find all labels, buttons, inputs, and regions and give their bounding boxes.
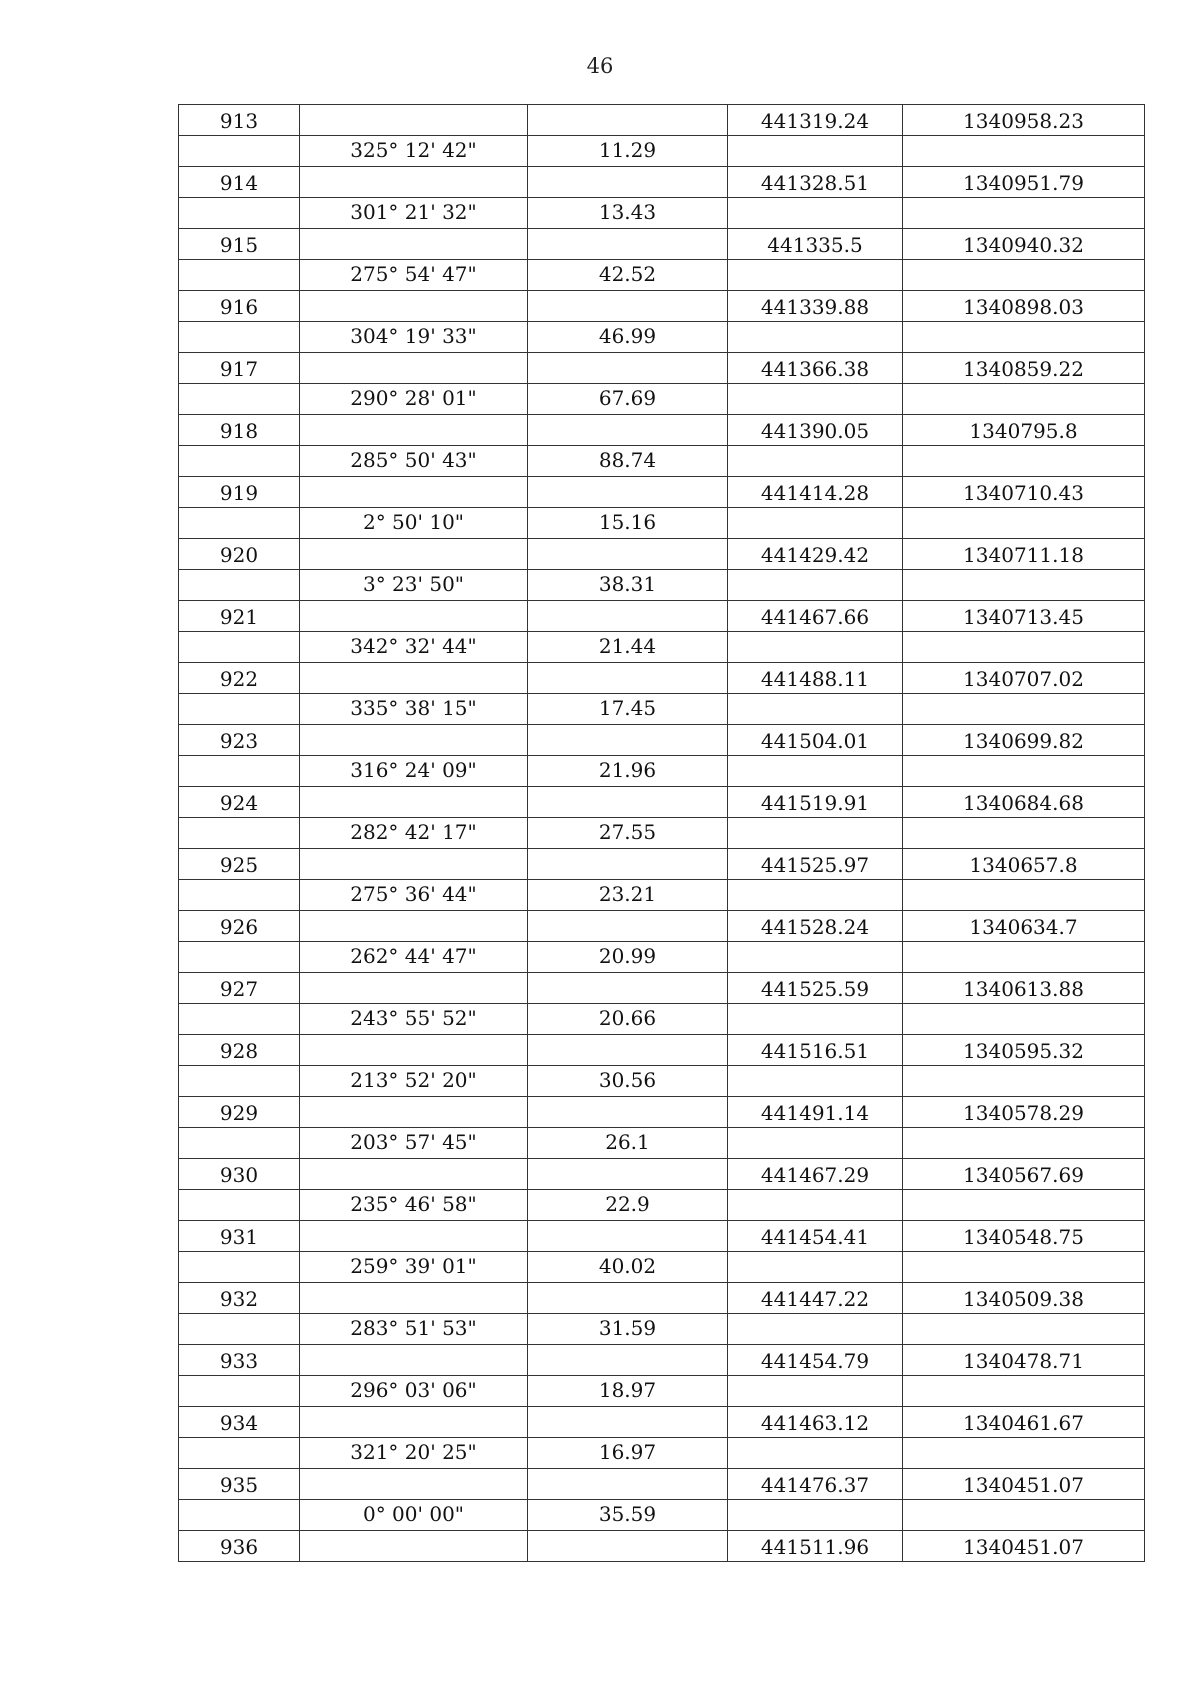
- distance-cell: 15.16: [528, 508, 728, 539]
- point-id-cell: [179, 136, 300, 167]
- y-coordinate-cell: 1340634.7: [903, 911, 1145, 942]
- x-coordinate-cell: 441467.29: [728, 1159, 903, 1190]
- distance-cell: 26.1: [528, 1128, 728, 1159]
- bearing-cell: 335° 38' 15": [300, 694, 528, 725]
- x-coordinate-cell: 441454.79: [728, 1345, 903, 1376]
- point-id-cell: [179, 1190, 300, 1221]
- point-id-cell: [179, 1004, 300, 1035]
- y-coordinate-cell: [903, 694, 1145, 725]
- y-coordinate-cell: [903, 1004, 1145, 1035]
- point-id-cell: 920: [179, 539, 300, 570]
- point-row: [179, 1345, 1145, 1376]
- point-row: [179, 787, 1145, 818]
- point-row: [179, 291, 1145, 322]
- segment-row: [179, 1438, 1145, 1469]
- x-coordinate-cell: [728, 1004, 903, 1035]
- point-row: [179, 1469, 1145, 1500]
- point-row: [179, 849, 1145, 880]
- segment-row: [179, 632, 1145, 663]
- y-coordinate-cell: 1340509.38: [903, 1283, 1145, 1314]
- point-id-cell: [179, 1314, 300, 1345]
- point-id-cell: [179, 1252, 300, 1283]
- bearing-cell: 259° 39' 01": [300, 1252, 528, 1283]
- point-id-cell: [179, 818, 300, 849]
- point-row: [179, 725, 1145, 756]
- x-coordinate-cell: 441429.42: [728, 539, 903, 570]
- distance-cell: [528, 663, 728, 694]
- x-coordinate-cell: 441463.12: [728, 1407, 903, 1438]
- bearing-cell: [300, 1345, 528, 1376]
- point-row: [179, 1159, 1145, 1190]
- point-id-cell: 929: [179, 1097, 300, 1128]
- segment-row: [179, 260, 1145, 291]
- point-id-cell: [179, 570, 300, 601]
- y-coordinate-cell: 1340595.32: [903, 1035, 1145, 1066]
- point-id-cell: [179, 756, 300, 787]
- bearing-cell: 342° 32' 44": [300, 632, 528, 663]
- point-id-cell: [179, 1066, 300, 1097]
- segment-row: [179, 1314, 1145, 1345]
- y-coordinate-cell: 1340713.45: [903, 601, 1145, 632]
- point-row: [179, 1035, 1145, 1066]
- x-coordinate-cell: [728, 880, 903, 911]
- segment-row: [179, 508, 1145, 539]
- x-coordinate-cell: 441488.11: [728, 663, 903, 694]
- distance-cell: [528, 1221, 728, 1252]
- point-id-cell: 913: [179, 105, 300, 136]
- point-id-cell: 924: [179, 787, 300, 818]
- y-coordinate-cell: [903, 1438, 1145, 1469]
- x-coordinate-cell: 441366.38: [728, 353, 903, 384]
- segment-row: [179, 446, 1145, 477]
- distance-cell: [528, 601, 728, 632]
- point-id-cell: [179, 508, 300, 539]
- x-coordinate-cell: [728, 446, 903, 477]
- point-row: [179, 167, 1145, 198]
- distance-cell: [528, 787, 728, 818]
- x-coordinate-cell: 441319.24: [728, 105, 903, 136]
- x-coordinate-cell: 441335.5: [728, 229, 903, 260]
- page-number: 46: [586, 54, 614, 78]
- y-coordinate-cell: [903, 508, 1145, 539]
- distance-cell: [528, 477, 728, 508]
- segment-row: [179, 136, 1145, 167]
- bearing-cell: [300, 601, 528, 632]
- bearing-cell: 282° 42' 17": [300, 818, 528, 849]
- x-coordinate-cell: [728, 136, 903, 167]
- point-id-cell: [179, 942, 300, 973]
- distance-cell: [528, 1469, 728, 1500]
- coordinate-table-body: [179, 105, 1145, 1562]
- segment-row: [179, 384, 1145, 415]
- point-row: [179, 353, 1145, 384]
- y-coordinate-cell: 1340707.02: [903, 663, 1145, 694]
- y-coordinate-cell: 1340461.67: [903, 1407, 1145, 1438]
- distance-cell: 42.52: [528, 260, 728, 291]
- point-id-cell: [179, 384, 300, 415]
- point-row: [179, 911, 1145, 942]
- distance-cell: [528, 1407, 728, 1438]
- bearing-cell: [300, 973, 528, 1004]
- y-coordinate-cell: 1340859.22: [903, 353, 1145, 384]
- distance-cell: [528, 167, 728, 198]
- distance-cell: [528, 415, 728, 446]
- point-row: [179, 477, 1145, 508]
- bearing-cell: [300, 167, 528, 198]
- point-id-cell: 931: [179, 1221, 300, 1252]
- point-id-cell: [179, 1376, 300, 1407]
- distance-cell: 23.21: [528, 880, 728, 911]
- bearing-cell: [300, 1221, 528, 1252]
- x-coordinate-cell: [728, 1190, 903, 1221]
- distance-cell: 21.44: [528, 632, 728, 663]
- point-id-cell: [179, 260, 300, 291]
- y-coordinate-cell: 1340898.03: [903, 291, 1145, 322]
- y-coordinate-cell: [903, 570, 1145, 601]
- point-id-cell: 922: [179, 663, 300, 694]
- y-coordinate-cell: [903, 1314, 1145, 1345]
- point-id-cell: 928: [179, 1035, 300, 1066]
- distance-cell: 21.96: [528, 756, 728, 787]
- point-id-cell: 936: [179, 1531, 300, 1562]
- bearing-cell: [300, 105, 528, 136]
- x-coordinate-cell: 441328.51: [728, 167, 903, 198]
- x-coordinate-cell: 441528.24: [728, 911, 903, 942]
- x-coordinate-cell: 441519.91: [728, 787, 903, 818]
- y-coordinate-cell: 1340451.07: [903, 1531, 1145, 1562]
- segment-row: [179, 1004, 1145, 1035]
- y-coordinate-cell: 1340478.71: [903, 1345, 1145, 1376]
- distance-cell: [528, 539, 728, 570]
- segment-row: [179, 1500, 1145, 1531]
- x-coordinate-cell: [728, 384, 903, 415]
- point-row: [179, 105, 1145, 136]
- x-coordinate-cell: 441491.14: [728, 1097, 903, 1128]
- bearing-cell: [300, 911, 528, 942]
- y-coordinate-cell: [903, 1376, 1145, 1407]
- segment-row: [179, 322, 1145, 353]
- distance-cell: 20.66: [528, 1004, 728, 1035]
- coordinate-table: [178, 104, 1145, 1562]
- y-coordinate-cell: [903, 942, 1145, 973]
- bearing-cell: 2° 50' 10": [300, 508, 528, 539]
- segment-row: [179, 818, 1145, 849]
- distance-cell: [528, 1345, 728, 1376]
- distance-cell: 46.99: [528, 322, 728, 353]
- bearing-cell: [300, 725, 528, 756]
- y-coordinate-cell: 1340451.07: [903, 1469, 1145, 1500]
- distance-cell: [528, 1283, 728, 1314]
- distance-cell: [528, 353, 728, 384]
- y-coordinate-cell: [903, 198, 1145, 229]
- point-id-cell: 923: [179, 725, 300, 756]
- segment-row: [179, 880, 1145, 911]
- x-coordinate-cell: [728, 322, 903, 353]
- x-coordinate-cell: 441525.59: [728, 973, 903, 1004]
- x-coordinate-cell: 441339.88: [728, 291, 903, 322]
- bearing-cell: [300, 1469, 528, 1500]
- distance-cell: 18.97: [528, 1376, 728, 1407]
- bearing-cell: [300, 663, 528, 694]
- segment-row: [179, 1190, 1145, 1221]
- segment-row: [179, 198, 1145, 229]
- y-coordinate-cell: 1340958.23: [903, 105, 1145, 136]
- distance-cell: [528, 911, 728, 942]
- bearing-cell: 243° 55' 52": [300, 1004, 528, 1035]
- bearing-cell: 283° 51' 53": [300, 1314, 528, 1345]
- y-coordinate-cell: 1340710.43: [903, 477, 1145, 508]
- point-id-cell: [179, 1438, 300, 1469]
- y-coordinate-cell: [903, 446, 1145, 477]
- y-coordinate-cell: [903, 384, 1145, 415]
- x-coordinate-cell: [728, 942, 903, 973]
- point-id-cell: 932: [179, 1283, 300, 1314]
- point-id-cell: [179, 1128, 300, 1159]
- y-coordinate-cell: [903, 1500, 1145, 1531]
- point-id-cell: [179, 322, 300, 353]
- point-id-cell: 927: [179, 973, 300, 1004]
- segment-row: [179, 756, 1145, 787]
- distance-cell: 16.97: [528, 1438, 728, 1469]
- x-coordinate-cell: [728, 570, 903, 601]
- bearing-cell: [300, 1407, 528, 1438]
- x-coordinate-cell: [728, 632, 903, 663]
- bearing-cell: 235° 46' 58": [300, 1190, 528, 1221]
- point-row: [179, 539, 1145, 570]
- point-id-cell: 935: [179, 1469, 300, 1500]
- y-coordinate-cell: 1340795.8: [903, 415, 1145, 446]
- y-coordinate-cell: 1340657.8: [903, 849, 1145, 880]
- point-id-cell: 917: [179, 353, 300, 384]
- y-coordinate-cell: 1340951.79: [903, 167, 1145, 198]
- x-coordinate-cell: 441525.97: [728, 849, 903, 880]
- x-coordinate-cell: [728, 756, 903, 787]
- x-coordinate-cell: [728, 1066, 903, 1097]
- bearing-cell: [300, 539, 528, 570]
- bearing-cell: [300, 415, 528, 446]
- point-row: [179, 1221, 1145, 1252]
- bearing-cell: 275° 36' 44": [300, 880, 528, 911]
- point-id-cell: 918: [179, 415, 300, 446]
- y-coordinate-cell: [903, 1066, 1145, 1097]
- bearing-cell: 0° 00' 00": [300, 1500, 528, 1531]
- x-coordinate-cell: [728, 1438, 903, 1469]
- distance-cell: 30.56: [528, 1066, 728, 1097]
- segment-row: [179, 1128, 1145, 1159]
- bearing-cell: [300, 1035, 528, 1066]
- distance-cell: 20.99: [528, 942, 728, 973]
- x-coordinate-cell: [728, 694, 903, 725]
- point-row: [179, 973, 1145, 1004]
- x-coordinate-cell: [728, 1314, 903, 1345]
- x-coordinate-cell: [728, 1252, 903, 1283]
- point-id-cell: 921: [179, 601, 300, 632]
- y-coordinate-cell: [903, 632, 1145, 663]
- bearing-cell: 321° 20' 25": [300, 1438, 528, 1469]
- distance-cell: [528, 291, 728, 322]
- distance-cell: 11.29: [528, 136, 728, 167]
- y-coordinate-cell: [903, 322, 1145, 353]
- distance-cell: [528, 849, 728, 880]
- segment-row: [179, 1252, 1145, 1283]
- segment-row: [179, 942, 1145, 973]
- x-coordinate-cell: [728, 198, 903, 229]
- point-id-cell: [179, 1500, 300, 1531]
- x-coordinate-cell: [728, 1376, 903, 1407]
- y-coordinate-cell: 1340940.32: [903, 229, 1145, 260]
- x-coordinate-cell: 441454.41: [728, 1221, 903, 1252]
- point-id-cell: 916: [179, 291, 300, 322]
- distance-cell: 22.9: [528, 1190, 728, 1221]
- point-row: [179, 415, 1145, 446]
- x-coordinate-cell: 441516.51: [728, 1035, 903, 1066]
- y-coordinate-cell: 1340578.29: [903, 1097, 1145, 1128]
- bearing-cell: [300, 1283, 528, 1314]
- x-coordinate-cell: 441467.66: [728, 601, 903, 632]
- bearing-cell: [300, 477, 528, 508]
- bearing-cell: 304° 19' 33": [300, 322, 528, 353]
- bearing-cell: [300, 1097, 528, 1128]
- point-row: [179, 1283, 1145, 1314]
- x-coordinate-cell: [728, 818, 903, 849]
- point-id-cell: [179, 694, 300, 725]
- distance-cell: [528, 105, 728, 136]
- x-coordinate-cell: [728, 508, 903, 539]
- distance-cell: [528, 725, 728, 756]
- y-coordinate-cell: [903, 260, 1145, 291]
- distance-cell: [528, 1097, 728, 1128]
- distance-cell: [528, 1035, 728, 1066]
- bearing-cell: [300, 1531, 528, 1562]
- point-id-cell: 930: [179, 1159, 300, 1190]
- distance-cell: 31.59: [528, 1314, 728, 1345]
- x-coordinate-cell: 441414.28: [728, 477, 903, 508]
- point-row: [179, 1097, 1145, 1128]
- point-id-cell: [179, 446, 300, 477]
- distance-cell: 88.74: [528, 446, 728, 477]
- distance-cell: 40.02: [528, 1252, 728, 1283]
- distance-cell: 35.59: [528, 1500, 728, 1531]
- point-row: [179, 663, 1145, 694]
- bearing-cell: [300, 1159, 528, 1190]
- bearing-cell: 296° 03' 06": [300, 1376, 528, 1407]
- distance-cell: [528, 229, 728, 260]
- bearing-cell: 301° 21' 32": [300, 198, 528, 229]
- y-coordinate-cell: [903, 1190, 1145, 1221]
- segment-row: [179, 1376, 1145, 1407]
- y-coordinate-cell: [903, 818, 1145, 849]
- x-coordinate-cell: 441390.05: [728, 415, 903, 446]
- y-coordinate-cell: 1340613.88: [903, 973, 1145, 1004]
- y-coordinate-cell: 1340711.18: [903, 539, 1145, 570]
- x-coordinate-cell: 441511.96: [728, 1531, 903, 1562]
- segment-row: [179, 694, 1145, 725]
- point-id-cell: 914: [179, 167, 300, 198]
- point-id-cell: [179, 198, 300, 229]
- x-coordinate-cell: 441447.22: [728, 1283, 903, 1314]
- bearing-cell: [300, 849, 528, 880]
- point-id-cell: [179, 880, 300, 911]
- point-id-cell: 919: [179, 477, 300, 508]
- distance-cell: 27.55: [528, 818, 728, 849]
- point-id-cell: 926: [179, 911, 300, 942]
- point-row: [179, 1531, 1145, 1562]
- distance-cell: 38.31: [528, 570, 728, 601]
- distance-cell: 13.43: [528, 198, 728, 229]
- x-coordinate-cell: [728, 1128, 903, 1159]
- y-coordinate-cell: [903, 756, 1145, 787]
- segment-row: [179, 1066, 1145, 1097]
- x-coordinate-cell: 441504.01: [728, 725, 903, 756]
- distance-cell: [528, 1159, 728, 1190]
- bearing-cell: [300, 229, 528, 260]
- point-row: [179, 229, 1145, 260]
- y-coordinate-cell: [903, 880, 1145, 911]
- point-row: [179, 1407, 1145, 1438]
- bearing-cell: 275° 54' 47": [300, 260, 528, 291]
- bearing-cell: 316° 24' 09": [300, 756, 528, 787]
- y-coordinate-cell: 1340567.69: [903, 1159, 1145, 1190]
- point-id-cell: 934: [179, 1407, 300, 1438]
- point-id-cell: [179, 632, 300, 663]
- bearing-cell: [300, 353, 528, 384]
- bearing-cell: [300, 291, 528, 322]
- bearing-cell: 290° 28' 01": [300, 384, 528, 415]
- bearing-cell: [300, 787, 528, 818]
- segment-row: [179, 570, 1145, 601]
- x-coordinate-cell: 441476.37: [728, 1469, 903, 1500]
- bearing-cell: 262° 44' 47": [300, 942, 528, 973]
- point-id-cell: 915: [179, 229, 300, 260]
- x-coordinate-cell: [728, 260, 903, 291]
- bearing-cell: 213° 52' 20": [300, 1066, 528, 1097]
- bearing-cell: 325° 12' 42": [300, 136, 528, 167]
- distance-cell: [528, 973, 728, 1004]
- distance-cell: 67.69: [528, 384, 728, 415]
- x-coordinate-cell: [728, 1500, 903, 1531]
- bearing-cell: 3° 23' 50": [300, 570, 528, 601]
- point-row: [179, 601, 1145, 632]
- y-coordinate-cell: [903, 1128, 1145, 1159]
- y-coordinate-cell: 1340548.75: [903, 1221, 1145, 1252]
- distance-cell: 17.45: [528, 694, 728, 725]
- distance-cell: [528, 1531, 728, 1562]
- point-id-cell: 933: [179, 1345, 300, 1376]
- bearing-cell: 285° 50' 43": [300, 446, 528, 477]
- bearing-cell: 203° 57' 45": [300, 1128, 528, 1159]
- y-coordinate-cell: [903, 1252, 1145, 1283]
- y-coordinate-cell: 1340699.82: [903, 725, 1145, 756]
- point-id-cell: 925: [179, 849, 300, 880]
- y-coordinate-cell: [903, 136, 1145, 167]
- y-coordinate-cell: 1340684.68: [903, 787, 1145, 818]
